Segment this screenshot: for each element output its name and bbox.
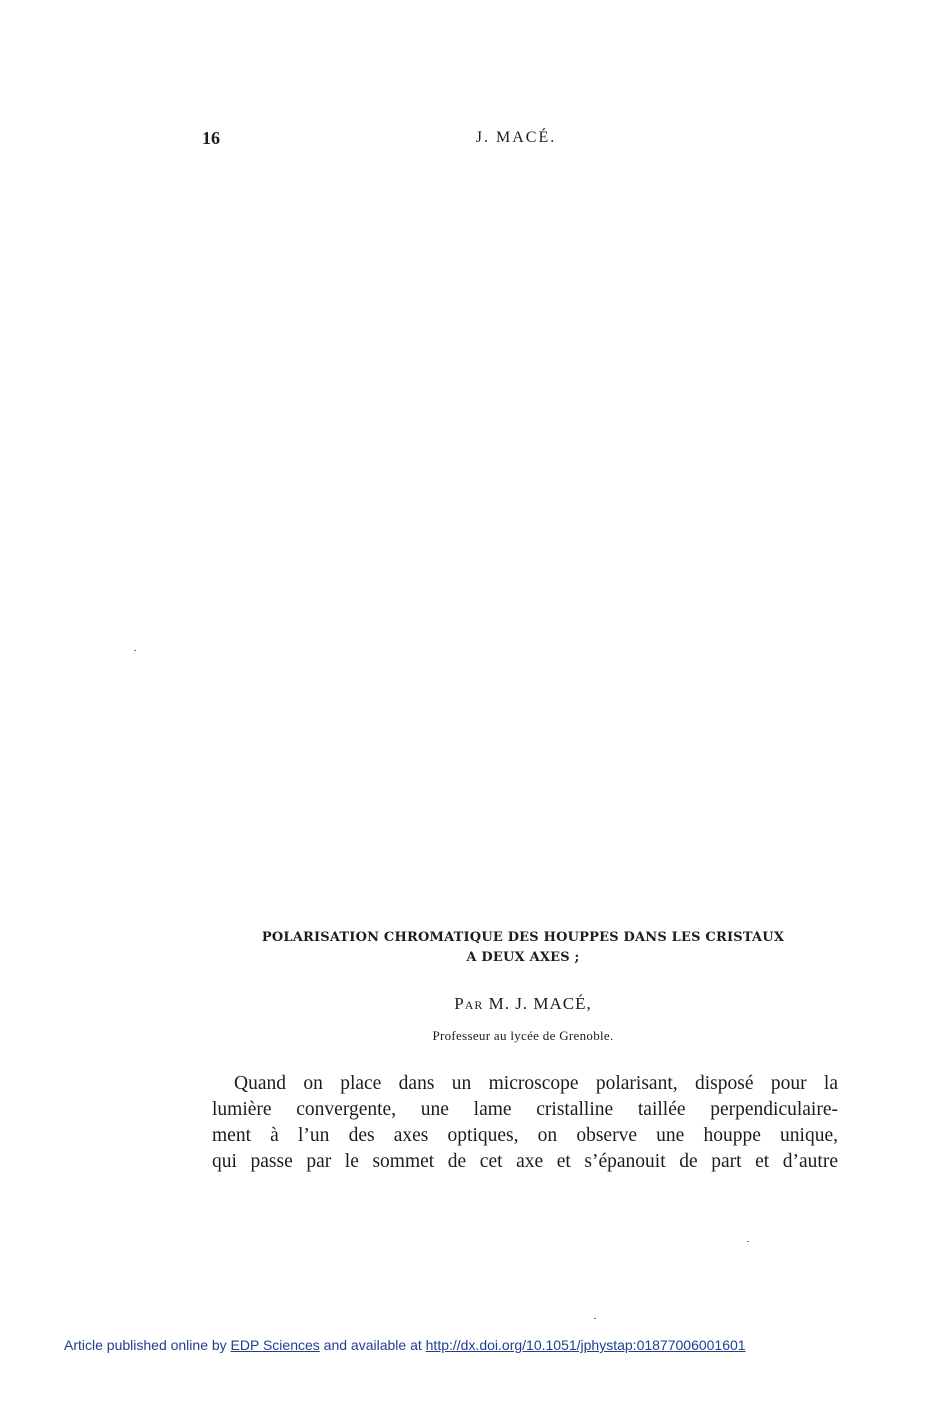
page-number: 16 bbox=[202, 128, 220, 148]
body-line: qui passe par le sommet de cet axe et s’épanouit de part et d’autre bbox=[212, 1151, 838, 1172]
body-line: ment à l’un des axes optiques, on observe une houppe unique, bbox=[212, 1125, 838, 1146]
publisher-link[interactable]: EDP Sciences bbox=[230, 1337, 320, 1353]
body-line: Quand on place dans un microscope polarisant, disposé pour la bbox=[234, 1073, 838, 1094]
byline-name: M. J. MACÉ, bbox=[488, 994, 592, 1013]
footer-middle: and available at bbox=[323, 1337, 422, 1353]
article-title bbox=[210, 928, 836, 968]
affiliation: Professeur au lycée de Grenoble. bbox=[432, 1028, 614, 1043]
scan-speck bbox=[747, 1241, 749, 1242]
doi-link[interactable]: http://dx.doi.org/10.1051/jphystap:01877006001601 bbox=[425, 1337, 746, 1353]
footer-prefix: Article published online by bbox=[64, 1337, 227, 1353]
running-head: J. MACÉ. bbox=[475, 129, 557, 146]
scan-speck bbox=[594, 1318, 596, 1319]
article-title-line-1: POLARISATION CHROMATIQUE DES HOUPPES DANS LES CRISTAUX bbox=[261, 930, 785, 945]
body-paragraph bbox=[212, 1071, 838, 1175]
byline-prefix: Par bbox=[454, 994, 484, 1013]
body-line: lumière convergente, une lame cristalline taillée perpendiculaire- bbox=[212, 1099, 838, 1120]
publication-footer bbox=[64, 1337, 746, 1353]
scan-speck bbox=[134, 650, 136, 651]
article-title-line-2: A DEUX AXES ; bbox=[466, 950, 580, 965]
byline bbox=[210, 994, 836, 1014]
